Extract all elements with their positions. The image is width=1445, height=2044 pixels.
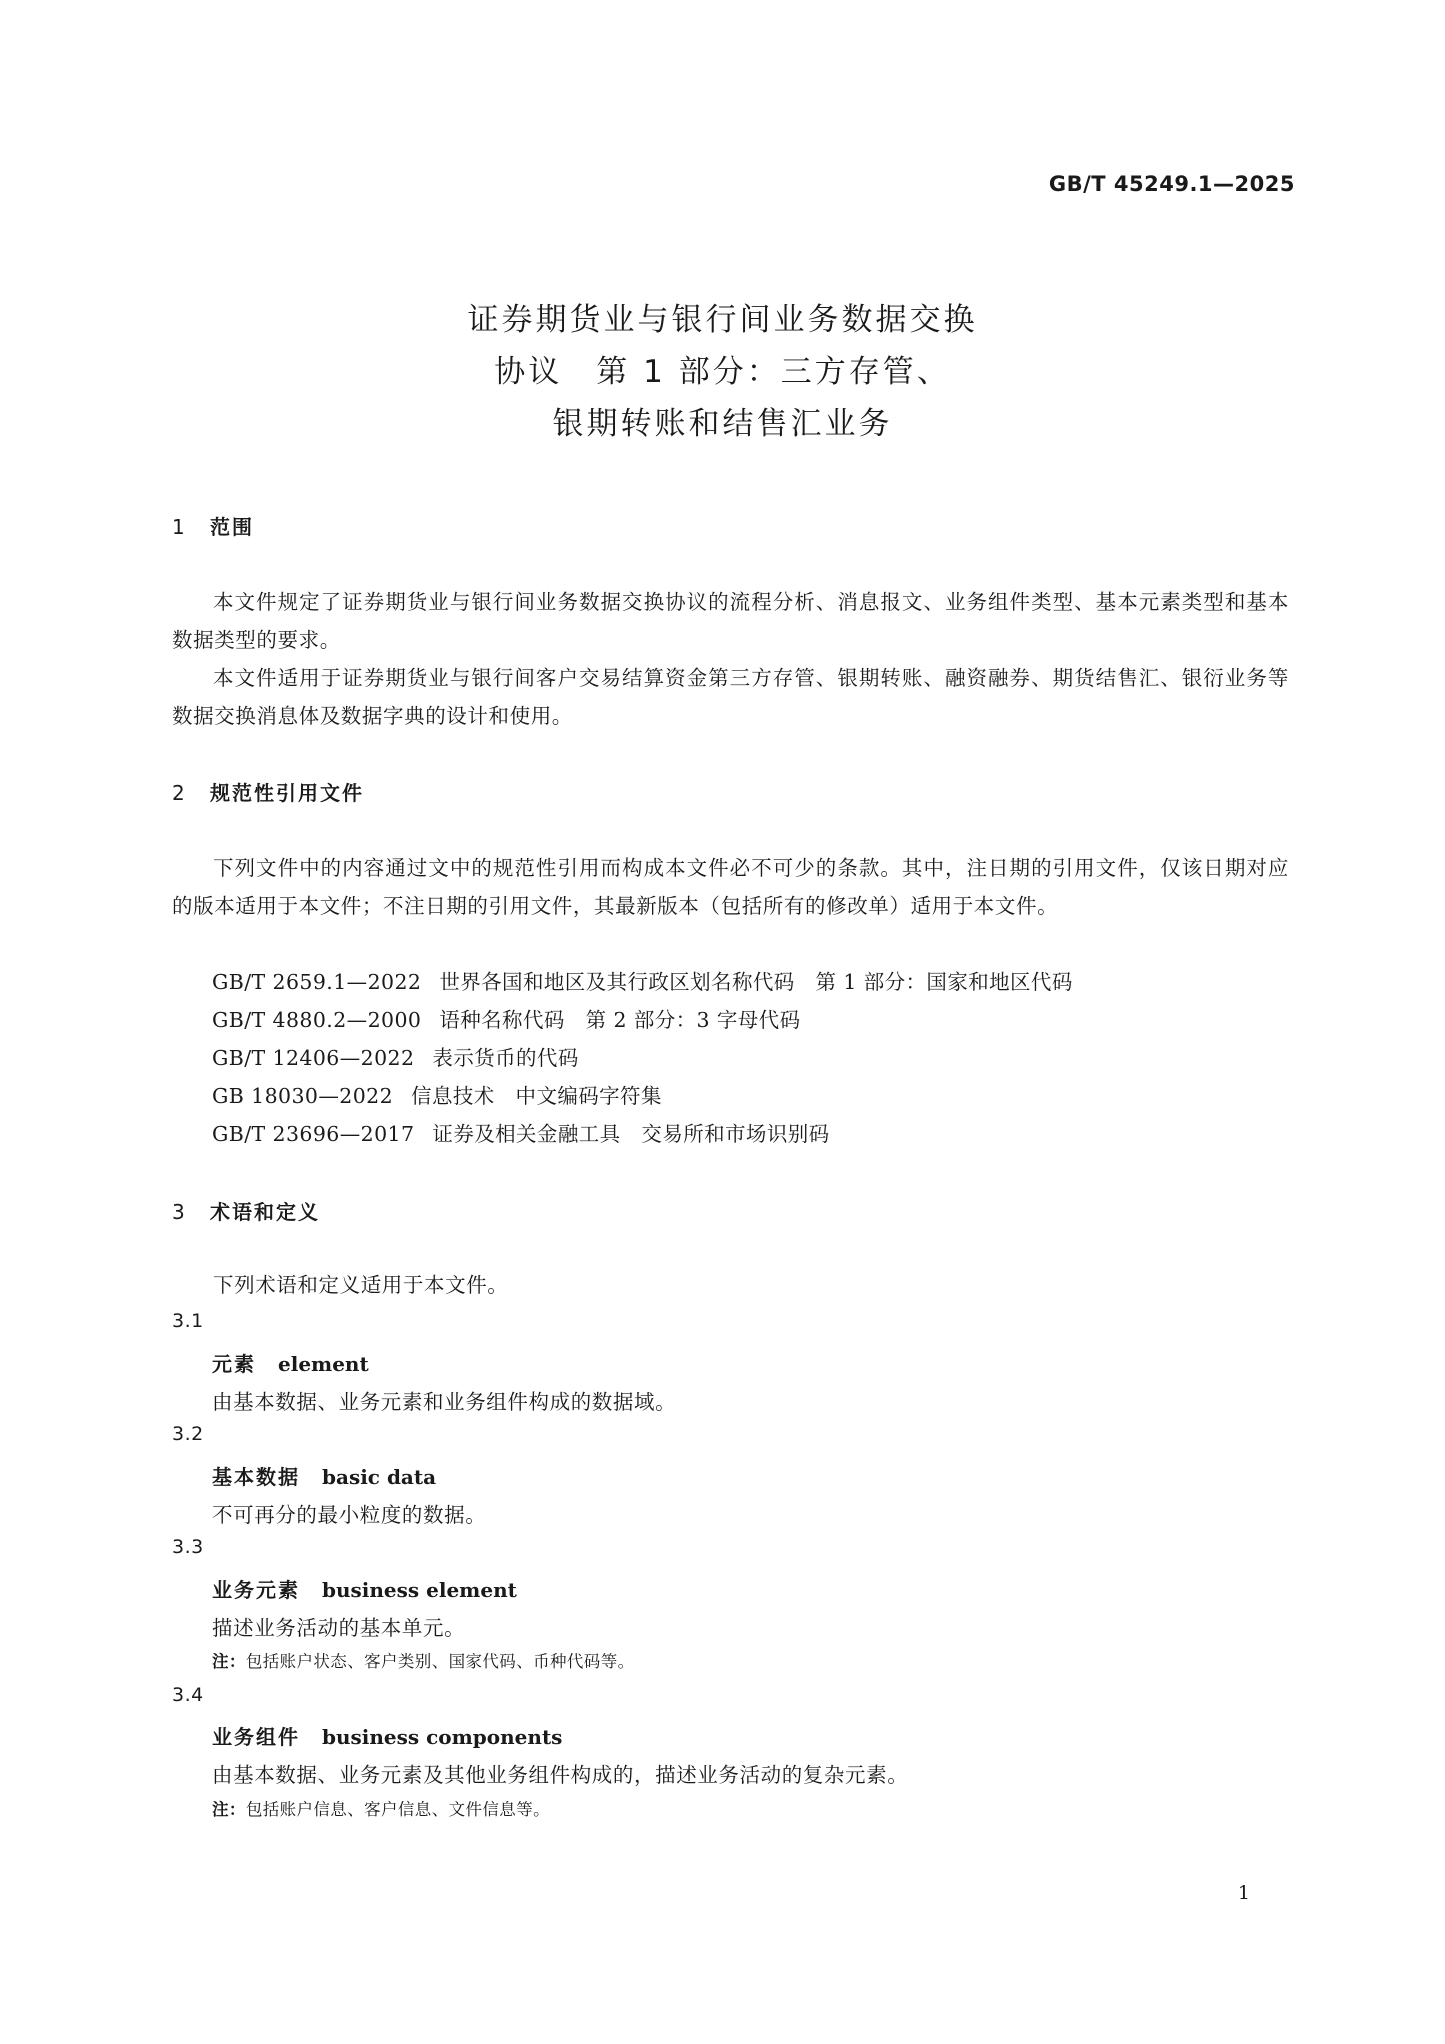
term-name-zh: 业务组件 bbox=[212, 1725, 300, 1749]
term-name-en: business element bbox=[322, 1578, 517, 1602]
reference-item bbox=[212, 1077, 1073, 1115]
section-title: 范围 bbox=[210, 515, 254, 539]
term-name-en: element bbox=[278, 1352, 369, 1376]
note-text: 包括账户信息、客户信息、文件信息等。 bbox=[245, 1800, 551, 1819]
term-name-en: basic data bbox=[322, 1465, 437, 1489]
term-name bbox=[212, 1461, 436, 1490]
term-number: 3.3 bbox=[172, 1536, 204, 1558]
reference-code: GB/T 4880.2—2000 bbox=[212, 1008, 422, 1032]
section-number: 1 bbox=[172, 515, 187, 539]
reference-code: GB 18030—2022 bbox=[212, 1084, 394, 1108]
term-name-en: business components bbox=[322, 1725, 563, 1749]
term-name-zh: 元素 bbox=[212, 1352, 256, 1376]
terms-intro: 下列术语和定义适用于本文件。 bbox=[213, 1273, 509, 1297]
scope-paragraph: 本文件规定了证券期货业与银行间业务数据交换协议的流程分析、消息报文、业务组件类型、基本元素类型和基本数据类型的要求。 bbox=[172, 590, 1289, 652]
title-line: 证券期货业与银行间业务数据交换 bbox=[467, 302, 978, 338]
normative-refs-intro: 下列文件中的内容通过文中的规范性引用而构成本文件必不可少的条款。其中，注日期的引用文件，仅该日期对应的版本适用于本文件；不注日期的引用文件，其最新版本（包括所有的修改单）适用于本文件。 bbox=[172, 856, 1289, 918]
term-name bbox=[212, 1721, 562, 1750]
term-definition: 描述业务活动的基本单元。 bbox=[212, 1616, 466, 1640]
reference-item bbox=[212, 963, 1073, 1001]
term-definition: 由基本数据、业务元素和业务组件构成的数据域。 bbox=[212, 1390, 677, 1414]
term-number: 3.2 bbox=[172, 1423, 204, 1445]
reference-title: 信息技术 中文编码字符集 bbox=[411, 1084, 662, 1108]
section-title: 规范性引用文件 bbox=[210, 781, 364, 805]
note-label: 注： bbox=[212, 1652, 246, 1671]
reference-item bbox=[212, 1001, 1073, 1039]
term-number: 3.1 bbox=[172, 1310, 204, 1332]
reference-title: 证券及相关金融工具 交易所和市场识别码 bbox=[432, 1122, 830, 1146]
reference-code: GB/T 2659.1—2022 bbox=[212, 970, 422, 994]
section-title: 术语和定义 bbox=[210, 1200, 320, 1224]
term-number: 3.4 bbox=[172, 1684, 204, 1706]
reference-list bbox=[212, 963, 1073, 1153]
section-number: 3 bbox=[172, 1200, 187, 1224]
reference-item bbox=[212, 1115, 1073, 1153]
reference-title: 表示货币的代码 bbox=[432, 1046, 579, 1070]
term-note bbox=[212, 1796, 550, 1820]
reference-code: GB/T 23696—2017 bbox=[212, 1122, 415, 1146]
note-label: 注： bbox=[212, 1800, 246, 1819]
section-heading-normative-refs bbox=[172, 777, 364, 806]
reference-code: GB/T 12406—2022 bbox=[212, 1046, 415, 1070]
standard-code: GB/T 45249.1—2025 bbox=[1048, 172, 1295, 196]
term-definition: 由基本数据、业务元素及其他业务组件构成的，描述业务活动的复杂元素。 bbox=[212, 1763, 909, 1787]
reference-item bbox=[212, 1039, 1073, 1077]
reference-title: 世界各国和地区及其行政区划名称代码 第 1 部分：国家和地区代码 bbox=[439, 970, 1073, 994]
title-line: 协议 第 1 部分：三方存管、 bbox=[494, 354, 951, 390]
term-name-zh: 业务元素 bbox=[212, 1578, 300, 1602]
term-name bbox=[212, 1574, 517, 1603]
section-number: 2 bbox=[172, 781, 187, 805]
section-heading-terms bbox=[172, 1196, 320, 1225]
term-definition: 不可再分的最小粒度的数据。 bbox=[212, 1503, 487, 1527]
document-title bbox=[0, 294, 1445, 450]
note-text: 包括账户状态、客户类别、国家代码、币种代码等。 bbox=[245, 1652, 635, 1671]
page-number: 1 bbox=[1237, 1882, 1250, 1904]
term-name-zh: 基本数据 bbox=[212, 1465, 300, 1489]
scope-paragraph: 本文件适用于证券期货业与银行间客户交易结算资金第三方存管、银期转账、融资融券、期货结售汇、银衍业务等数据交换消息体及数据字典的设计和使用。 bbox=[172, 666, 1289, 728]
term-note bbox=[212, 1648, 635, 1672]
section-heading-scope bbox=[172, 511, 254, 540]
term-name bbox=[212, 1348, 369, 1377]
reference-title: 语种名称代码 第 2 部分：3 字母代码 bbox=[439, 1008, 801, 1032]
title-line: 银期转账和结售汇业务 bbox=[552, 406, 893, 442]
